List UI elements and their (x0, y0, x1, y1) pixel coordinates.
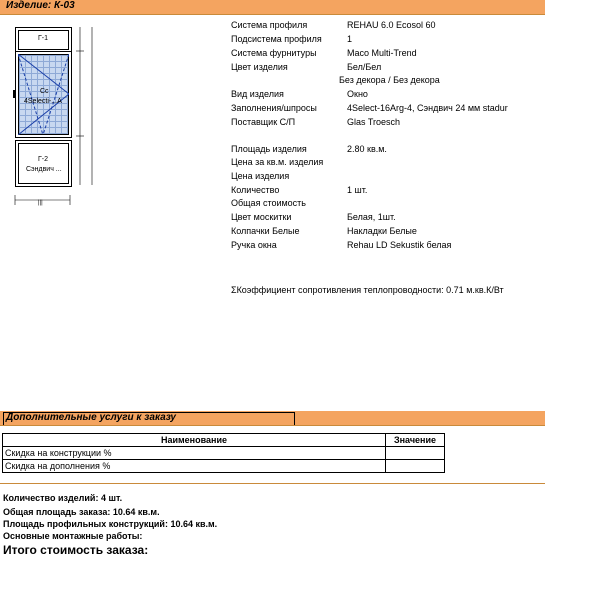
spec-value: 1 (347, 34, 353, 44)
mid-label-1: Сс (40, 88, 49, 95)
thermal-coefficient: ΣКоэффициент сопротивления теплопроводности: 0.71 м.кв.К/Вт (231, 285, 504, 295)
summary-area: Общая площадь заказа: 10.64 кв.м. (3, 507, 160, 517)
spec-value: 4Select-16Arg-4, Сэндвич 24 мм stadur (347, 103, 508, 113)
dimension-lines (8, 20, 98, 210)
spec-value: Maco Multi-Trend (347, 48, 417, 58)
spec-label: Цена изделия (231, 171, 290, 181)
col-name-header: Наименование (3, 434, 386, 447)
summary-profile-area: Площадь профильных конструкций: 10.64 кв.м. (3, 519, 218, 529)
spec-label: Поставщик С/П (231, 117, 296, 127)
spec-value: Бел/Бел (347, 62, 382, 72)
table-row (3, 447, 445, 460)
bottom-label-1: Г-2 (38, 156, 49, 163)
spec-label: Ручка окна (231, 240, 277, 250)
spec-value: 1 шт. (347, 185, 368, 195)
row-value[interactable] (386, 460, 445, 473)
window-drawing (8, 20, 98, 210)
col-value-header: Значение (386, 434, 445, 447)
bottom-label-2: Сэндвич ... (26, 166, 62, 173)
spec-label: Площадь изделия (231, 144, 307, 154)
spec-value: Glas Troesch (347, 117, 401, 127)
row-name: Скидка на конструкции % (3, 447, 386, 460)
services-header (0, 411, 545, 425)
services-title: Дополнительные услуги к заказу (6, 412, 176, 423)
spec-value: REHAU 6.0 Ecosol 60 (347, 20, 436, 30)
services-table (2, 433, 445, 473)
table-row (3, 460, 445, 473)
spec-value: Окно (347, 89, 368, 99)
spec-label: Цвет москитки (231, 212, 292, 222)
spec-label: Система фурнитуры (231, 48, 317, 58)
product-title: Изделие: К-03 (6, 0, 75, 11)
summary-total: Итого стоимость заказа: (3, 543, 149, 557)
spec-label: Заполнения/шпросы (231, 103, 317, 113)
spec-label: Общая стоимость (231, 198, 306, 208)
mid-label-2: 4Selecti-...A (24, 98, 62, 105)
spec-value: Rehau LD Sekustik белая (347, 240, 452, 250)
spec-value: Белая, 1шт. (347, 212, 396, 222)
row-value[interactable] (386, 447, 445, 460)
top-label: Г-1 (38, 35, 49, 42)
spec-label: Вид изделия (231, 89, 284, 99)
row-name: Скидка на дополнения % (3, 460, 386, 473)
summary-count: Количество изделий: 4 шт. (3, 493, 123, 503)
spec-value: 2.80 кв.м. (347, 144, 387, 154)
spec-label: Количество (231, 185, 280, 195)
spec-label: Цена за кв.м. изделия (231, 157, 324, 167)
spec-label: Система профиля (231, 20, 308, 30)
spec-label: Цвет изделия (231, 62, 288, 72)
spec-value: Накладки Белые (347, 226, 417, 236)
svg-text:|||: ||| (38, 200, 43, 206)
spec-value: Без декора / Без декора (339, 75, 440, 85)
summary-mounting: Основные монтажные работы: (3, 531, 143, 541)
product-header (0, 0, 545, 15)
spec-label: Подсистема профиля (231, 34, 322, 44)
spec-label: Колпачки Белые (231, 226, 300, 236)
